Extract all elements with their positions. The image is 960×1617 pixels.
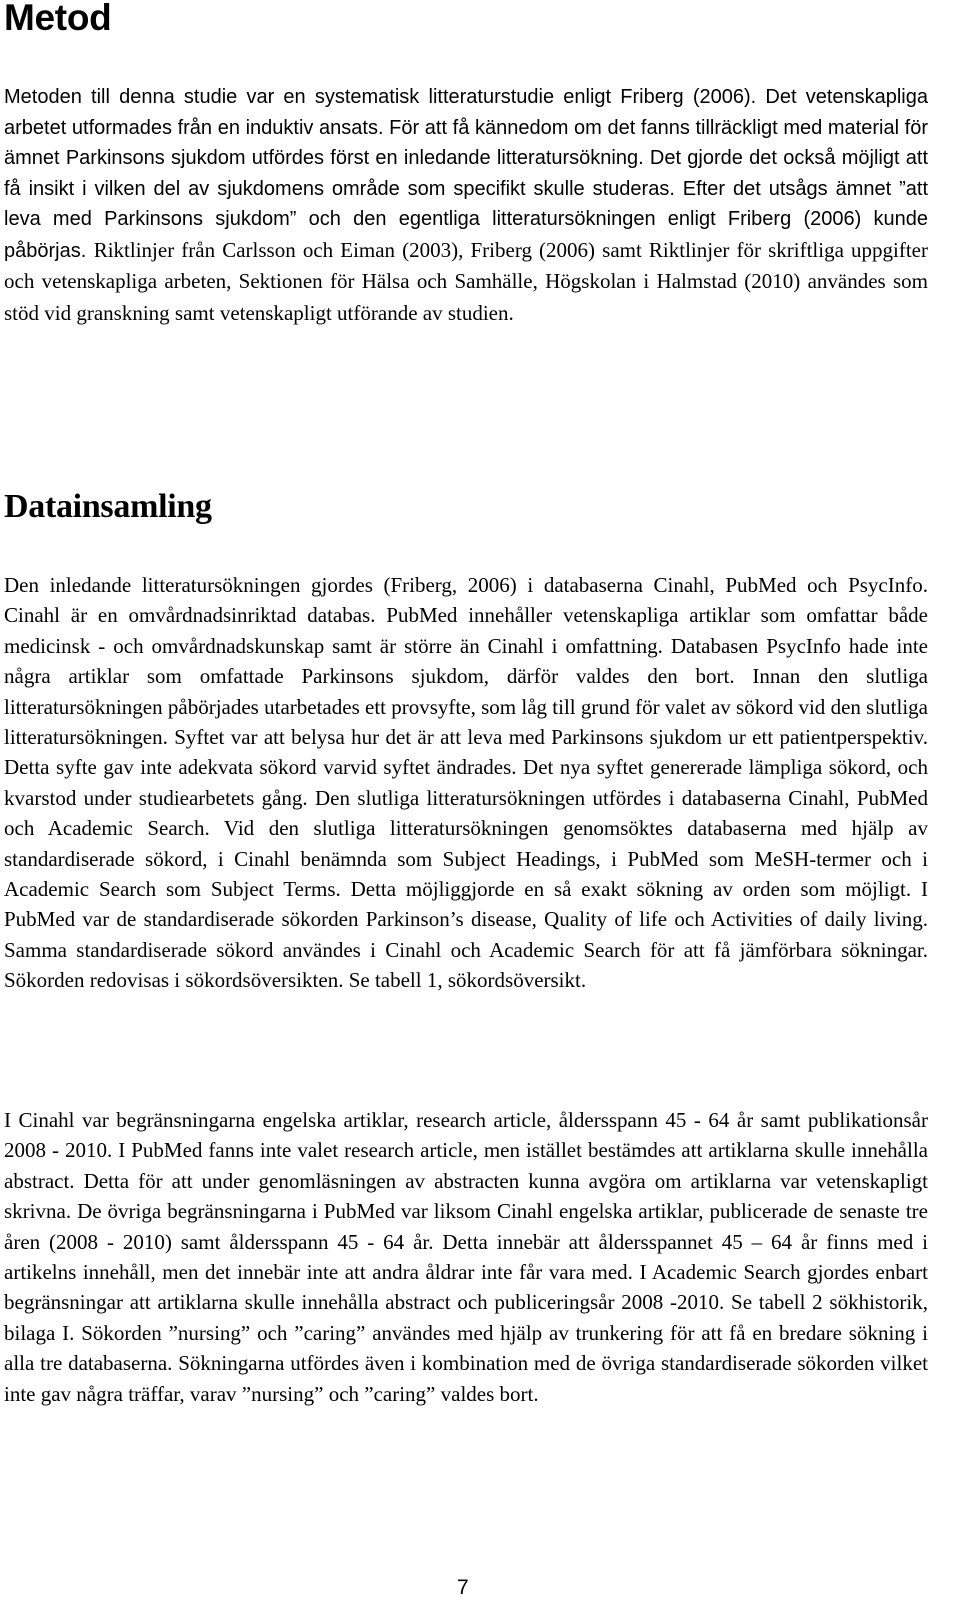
paragraph-datainsamling-1: Den inledande litteratursökningen gjordes (Friberg, 2006) i databaserna Cinahl, PubMed och PsycInfo. Cinahl är en omvårdnadsinriktad databas. PubMed innehåller vetenskapliga artiklar som omfattar både medicinsk - och omvårdnadskunskap samt är större än Cinahl i omfattning. Databasen PsycInfo hade inte några artiklar som omfattade Parkinsons sjukdom, därför valdes den bort. Innan den slutliga litteratursökningen påbörjades utarbetades ett provsyfte, som låg till grund för valet av sökord vid den slutliga litteratursökningen. Syftet var att belysa hur det är att leva med Parkinsons sjukdom ur ett patientperspektiv. Detta syfte gav inte adekvata sökord varvid syftet ändrades. Det nya syftet genererade lämpliga sökord, och kvarstod under studiearbetets gång. Den slutliga litteratursökningen utfördes i databaserna Cinahl, PubMed och Academic Search. Vid den slutliga litteratursökningen genomsöktes databaserna med hjälp av standardiserade sökord, i Cinahl benämnda som Subject Headings, i PubMed som MeSH-termer och i Academic Search som Subject Terms. Detta möjliggjorde en så exakt sökning av orden som möjligt. I PubMed var de standardiserade sökorden Parkinson’s disease, Quality of life och Activities of daily living. Samma standardiserade sökord användes i Cinahl och Academic Search för att få jämförbara sökningar. Sökorden redovisas i sökordsöversikten. Se tabell 1, sökordsöversikt. (4, 573, 928, 993)
section-heading-metod: Metod (4, 0, 112, 38)
section-heading-datainsamling: Datainsamling (4, 488, 212, 525)
page-number: 7 (457, 1576, 469, 1599)
paragraph-metod-serif-text: Riktlinjer från Carlsson och Eiman (2003), Friberg (2006) samt Riktlinjer för skriftliga uppgifter och vetenskapliga arbeten, Sektionen för Hälsa och Samhälle, Högskolan i Halmstad (2010) användes som stöd vid granskning samt vetenskapligt utförande av studien. (4, 237, 928, 325)
paragraph-metod (4, 82, 928, 329)
paragraph-metod-sans-text: Metoden till denna studie var en systematisk litteraturstudie enligt Friberg (2006). Det vetenskapliga arbetet utformades från en induktiv ansats. För att få kännedom om det fanns tillräckligt med material för ämnet Parkinsons sjukdom utfördes först en inledande litteratursökning. Det gjorde det också möjligt att få insikt i vilken del av sjukdomens område som specifikt skulle studeras. Efter det utsågs ämnet ”att leva med Parkinsons sjukdom” och den egentliga litteratursökningen enligt Friberg (2006) kunde påbörjas. (4, 86, 928, 262)
paragraph-datainsamling-2: I Cinahl var begränsningarna engelska artiklar, research article, åldersspann 45 - 64 år samt publikationsår 2008 - 2010. I PubMed fanns inte valet research article, men istället bestämdes att artiklarna skulle innehålla abstract. Detta för att under genomläsningen av abstracten kunna avgöra om artiklarna var vetenskapligt skrivna. De övriga begränsningarna i PubMed var liksom Cinahl engelska artiklar, publicerade de senaste tre åren (2008 - 2010) samt åldersspann 45 - 64 år. Detta innebär att åldersspannet 45 – 64 år finns med i artikelns innehåll, men det innebär inte att andra åldrar inte får vara med. I Academic Search gjordes enbart begränsningar att artiklarna skulle innehålla abstract och publiceringsår 2008 -2010. Se tabell 2 sökhistorik, bilaga I. Sökorden ”nursing” och ”caring” användes med hjälp av trunkering för att få en bredare sökning i alla tre databaserna. Sökningarna utfördes även i kombination med de övriga standardiserade sökorden vilket inte gav några träffar, varav ”nursing” och ”caring” valdes bort. (4, 1108, 928, 1406)
